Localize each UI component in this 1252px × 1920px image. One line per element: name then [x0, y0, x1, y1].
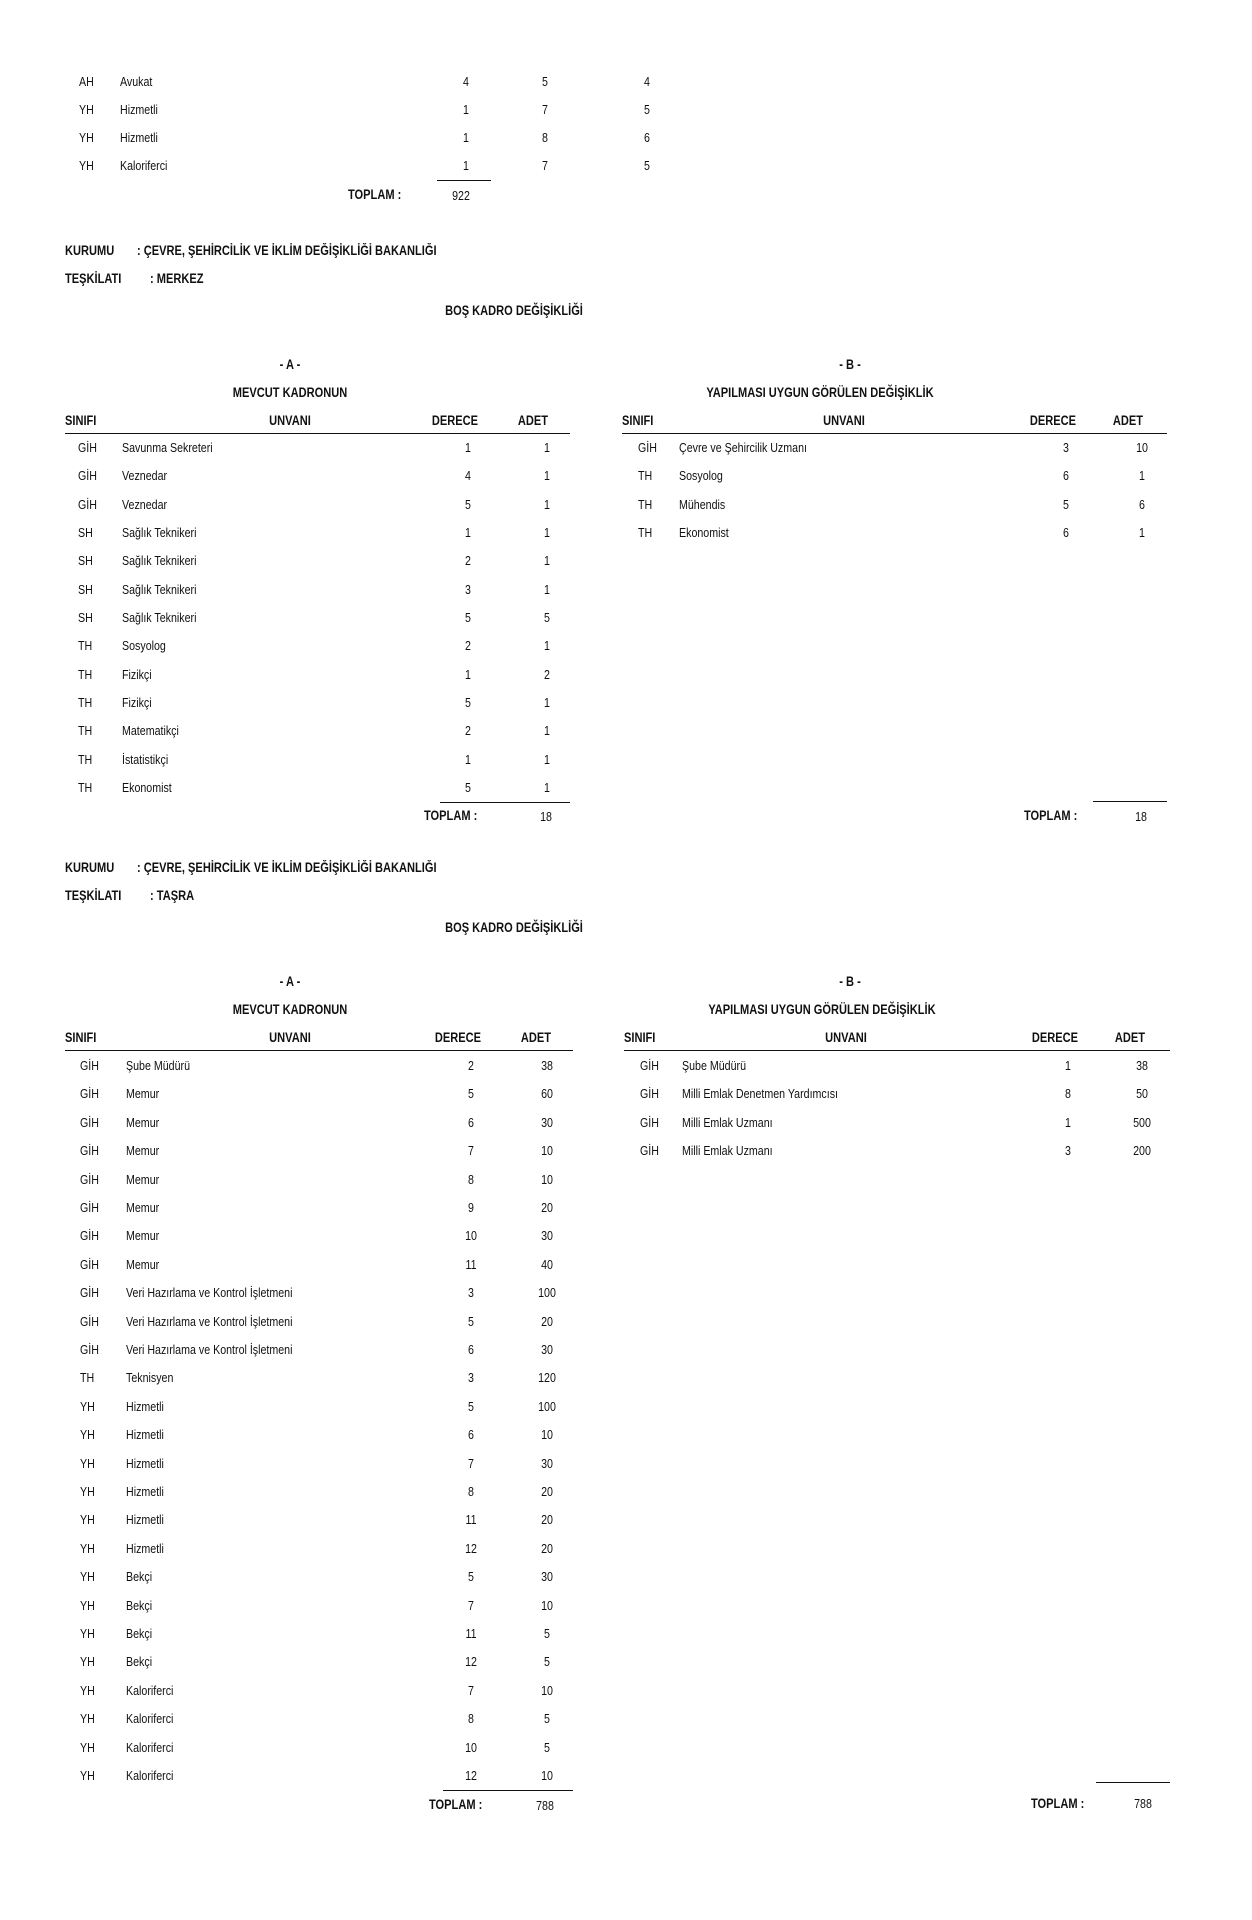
row-adet: 1	[544, 440, 550, 455]
row-class: YH	[79, 102, 94, 117]
row-derece: 5	[465, 497, 471, 512]
row-class: GİH	[640, 1143, 659, 1158]
row-value: 7	[542, 102, 548, 117]
row-class: YH	[80, 1541, 95, 1556]
total-label: TOPLAM :	[348, 187, 402, 202]
row-class: GİH	[80, 1342, 99, 1357]
row-class: GİH	[80, 1228, 99, 1243]
row-title: Çevre ve Şehircilik Uzmanı	[679, 440, 807, 455]
row-class: GİH	[638, 440, 657, 455]
row-class: YH	[80, 1626, 95, 1641]
row-adet: 38	[1136, 1058, 1148, 1073]
row-class: GİH	[640, 1086, 659, 1101]
row-derece: 1	[1065, 1058, 1071, 1073]
row-adet: 38	[541, 1058, 553, 1073]
row-title: Veznedar	[122, 468, 168, 483]
row-derece: 3	[1063, 440, 1069, 455]
row-adet: 6	[1139, 497, 1145, 512]
row-class: SH	[78, 553, 93, 568]
col-sinifi: SINIFI	[622, 413, 654, 428]
row-title: Mühendis	[679, 497, 726, 512]
row-title: Sosyolog	[679, 468, 723, 483]
row-title: Kaloriferci	[126, 1683, 174, 1698]
row-derece: 8	[1065, 1086, 1071, 1101]
row-class: YH	[80, 1427, 95, 1442]
row-value: 4	[644, 74, 650, 89]
row-class: TH	[638, 525, 653, 540]
row-class: GİH	[80, 1115, 99, 1130]
row-title: Veri Hazırlama ve Kontrol İşletmeni	[126, 1285, 293, 1300]
row-derece: 12	[465, 1541, 477, 1556]
row-title: Memur	[126, 1086, 160, 1101]
row-title: Memur	[126, 1172, 160, 1187]
row-class: GİH	[78, 468, 97, 483]
row-derece: 5	[465, 610, 471, 625]
total-label: TOPLAM :	[1024, 808, 1078, 823]
row-derece: 11	[465, 1626, 477, 1641]
row-adet: 1	[1139, 525, 1145, 540]
total-rule	[443, 1790, 573, 1791]
total-value: 922	[452, 188, 470, 203]
row-class: YH	[80, 1654, 95, 1669]
row-derece: 9	[468, 1200, 474, 1215]
row-title: Kaloriferci	[126, 1768, 174, 1783]
col-unvani: UNVANI	[269, 1030, 311, 1045]
a-title: MEVCUT KADRONUN	[232, 1002, 348, 1017]
row-adet: 5	[544, 1711, 550, 1726]
row-value: 4	[463, 74, 469, 89]
total-rule	[1096, 1782, 1170, 1783]
row-class: YH	[80, 1456, 95, 1471]
row-value: 1	[463, 130, 469, 145]
total-label: TOPLAM :	[1031, 1796, 1085, 1811]
col-adet: ADET	[1112, 413, 1144, 428]
col-derece: DERECE	[434, 1030, 482, 1045]
row-class: TH	[78, 723, 93, 738]
col-unvani: UNVANI	[825, 1030, 867, 1045]
row-title: Milli Emlak Denetmen Yardımcısı	[682, 1086, 839, 1101]
row-title: Memur	[126, 1257, 160, 1272]
row-class: GİH	[640, 1115, 659, 1130]
row-adet: 20	[541, 1484, 553, 1499]
row-adet: 2	[544, 667, 550, 682]
header-rule	[622, 433, 1167, 434]
row-derece: 5	[468, 1569, 474, 1584]
row-title: İstatistikçi	[122, 752, 169, 767]
row-adet: 10	[541, 1768, 553, 1783]
row-derece: 3	[468, 1285, 474, 1300]
row-title: Hizmetli	[126, 1456, 164, 1471]
row-derece: 6	[1063, 468, 1069, 483]
total-rule	[1093, 801, 1167, 802]
row-adet: 1	[544, 723, 550, 738]
row-title: Milli Emlak Uzmanı	[682, 1143, 773, 1158]
row-derece: 5	[468, 1086, 474, 1101]
row-title: Hizmetli	[126, 1512, 164, 1527]
row-title: Kaloriferci	[126, 1711, 174, 1726]
row-derece: 6	[468, 1342, 474, 1357]
row-adet: 5	[544, 1626, 550, 1641]
col-derece: DERECE	[431, 413, 479, 428]
row-derece: 5	[468, 1314, 474, 1329]
header-rule	[65, 433, 570, 434]
b-title: YAPILMASI UYGUN GÖRÜLEN DEĞİŞİKLİK	[706, 385, 934, 400]
row-derece: 3	[468, 1370, 474, 1385]
row-derece: 2	[465, 723, 471, 738]
row-title: Fizikçi	[122, 695, 152, 710]
total-value: 18	[540, 809, 552, 824]
row-class: AH	[79, 74, 94, 89]
row-derece: 1	[465, 440, 471, 455]
row-class: YH	[80, 1768, 95, 1783]
row-class: YH	[79, 158, 94, 173]
row-derece: 6	[468, 1115, 474, 1130]
row-adet: 1	[544, 582, 550, 597]
row-class: GİH	[80, 1172, 99, 1187]
row-class: YH	[80, 1512, 95, 1527]
row-derece: 7	[468, 1598, 474, 1613]
row-adet: 30	[541, 1228, 553, 1243]
row-derece: 1	[465, 667, 471, 682]
row-class: GİH	[80, 1257, 99, 1272]
row-class: GİH	[78, 497, 97, 512]
row-title: Bekçi	[126, 1569, 153, 1584]
row-adet: 1	[1139, 468, 1145, 483]
total-label: TOPLAM :	[424, 808, 478, 823]
row-title: Hizmetli	[126, 1541, 164, 1556]
row-class: YH	[80, 1399, 95, 1414]
row-title: Milli Emlak Uzmanı	[682, 1115, 773, 1130]
b-marker: - B -	[839, 357, 861, 372]
row-class: TH	[80, 1370, 95, 1385]
row-derece: 4	[465, 468, 471, 483]
row-class: SH	[78, 610, 93, 625]
row-title: Veri Hazırlama ve Kontrol İşletmeni	[126, 1342, 293, 1357]
row-adet: 1	[544, 468, 550, 483]
row-adet: 60	[541, 1086, 553, 1101]
row-derece: 6	[1063, 525, 1069, 540]
row-title: Sosyolog	[122, 638, 166, 653]
row-adet: 1	[544, 525, 550, 540]
total-value: 788	[536, 1798, 554, 1813]
row-derece: 11	[465, 1257, 477, 1272]
row-class: YH	[80, 1683, 95, 1698]
row-derece: 6	[468, 1427, 474, 1442]
kurumu-label: KURUMU	[65, 860, 115, 875]
row-derece: 12	[465, 1654, 477, 1669]
row-title: Kaloriferci	[126, 1740, 174, 1755]
row-derece: 10	[465, 1740, 477, 1755]
col-adet: ADET	[520, 1030, 552, 1045]
row-derece: 8	[468, 1172, 474, 1187]
col-derece: DERECE	[1031, 1030, 1079, 1045]
row-derece: 5	[465, 695, 471, 710]
row-class: TH	[78, 695, 93, 710]
row-class: TH	[638, 497, 653, 512]
row-value: 5	[542, 74, 548, 89]
row-derece: 3	[465, 582, 471, 597]
header-rule	[624, 1050, 1170, 1051]
row-title: Hizmetli	[120, 102, 158, 117]
b-title: YAPILMASI UYGUN GÖRÜLEN DEĞİŞİKLİK	[708, 1002, 936, 1017]
row-title: Fizikçi	[122, 667, 152, 682]
row-adet: 120	[538, 1370, 556, 1385]
row-title: Hizmetli	[126, 1484, 164, 1499]
row-title: Veri Hazırlama ve Kontrol İşletmeni	[126, 1314, 293, 1329]
row-adet: 10	[541, 1683, 553, 1698]
row-class: YH	[80, 1711, 95, 1726]
row-class: TH	[78, 780, 93, 795]
col-unvani: UNVANI	[269, 413, 311, 428]
row-title: Sağlık Teknikeri	[122, 582, 197, 597]
row-value: 8	[542, 130, 548, 145]
row-value: 1	[463, 158, 469, 173]
row-derece: 5	[468, 1399, 474, 1414]
kurumu-value: : ÇEVRE, ŞEHİRCİLİK VE İKLİM DEĞİŞİKLİĞİ BAKANLIĞI	[137, 243, 437, 258]
row-class: TH	[638, 468, 653, 483]
row-adet: 10	[541, 1143, 553, 1158]
row-title: Sağlık Teknikeri	[122, 610, 197, 625]
row-title: Şube Müdürü	[126, 1058, 191, 1073]
col-sinifi: SINIFI	[65, 413, 97, 428]
row-adet: 10	[541, 1172, 553, 1187]
row-class: TH	[78, 667, 93, 682]
row-adet: 30	[541, 1569, 553, 1584]
row-derece: 11	[465, 1512, 477, 1527]
row-adet: 50	[1136, 1086, 1148, 1101]
row-adet: 1	[544, 497, 550, 512]
row-derece: 7	[468, 1143, 474, 1158]
row-derece: 12	[465, 1768, 477, 1783]
row-title: Bekçi	[126, 1598, 153, 1613]
row-title: Şube Müdürü	[682, 1058, 747, 1073]
row-derece: 8	[468, 1711, 474, 1726]
row-class: TH	[78, 638, 93, 653]
row-adet: 200	[1133, 1143, 1151, 1158]
row-title: Hizmetli	[120, 130, 158, 145]
row-adet: 5	[544, 1654, 550, 1669]
row-adet: 1	[544, 553, 550, 568]
row-adet: 40	[541, 1257, 553, 1272]
row-value: 5	[644, 158, 650, 173]
row-title: Avukat	[120, 74, 153, 89]
row-title: Ekonomist	[679, 525, 729, 540]
row-value: 5	[644, 102, 650, 117]
section-title: BOŞ KADRO DEĞİŞİKLİĞİ	[445, 920, 583, 935]
row-adet: 1	[544, 695, 550, 710]
row-class: GİH	[640, 1058, 659, 1073]
row-title: Veznedar	[122, 497, 168, 512]
row-adet: 20	[541, 1541, 553, 1556]
row-title: Memur	[126, 1228, 160, 1243]
row-title: Hizmetli	[126, 1427, 164, 1442]
row-adet: 10	[541, 1598, 553, 1613]
row-adet: 20	[541, 1512, 553, 1527]
row-adet: 10	[1136, 440, 1148, 455]
row-value: 6	[644, 130, 650, 145]
row-adet: 5	[544, 610, 550, 625]
row-derece: 2	[468, 1058, 474, 1073]
row-derece: 1	[465, 525, 471, 540]
total-rule	[440, 802, 570, 803]
row-derece: 5	[1063, 497, 1069, 512]
row-title: Memur	[126, 1200, 160, 1215]
row-title: Matematikçi	[122, 723, 179, 738]
row-class: YH	[79, 130, 94, 145]
row-derece: 3	[1065, 1143, 1071, 1158]
row-adet: 30	[541, 1456, 553, 1471]
row-class: YH	[80, 1484, 95, 1499]
row-value: 7	[542, 158, 548, 173]
row-derece: 1	[1065, 1115, 1071, 1130]
col-sinifi: SINIFI	[65, 1030, 97, 1045]
col-sinifi: SINIFI	[624, 1030, 656, 1045]
row-title: Teknisyen	[126, 1370, 174, 1385]
row-adet: 1	[544, 752, 550, 767]
row-title: Memur	[126, 1115, 160, 1130]
row-title: Savunma Sekreteri	[122, 440, 213, 455]
total-rule	[437, 180, 491, 181]
section-title: BOŞ KADRO DEĞİŞİKLİĞİ	[445, 303, 583, 318]
row-title: Hizmetli	[126, 1399, 164, 1414]
row-class: GİH	[80, 1314, 99, 1329]
total-label: TOPLAM :	[429, 1797, 483, 1812]
teskilat-label: TEŞKİLATI	[65, 888, 122, 903]
col-adet: ADET	[517, 413, 549, 428]
row-adet: 10	[541, 1427, 553, 1442]
row-derece: 7	[468, 1683, 474, 1698]
row-adet: 30	[541, 1115, 553, 1130]
row-value: 1	[463, 102, 469, 117]
a-marker: - A -	[279, 357, 301, 372]
row-class: GİH	[80, 1058, 99, 1073]
row-derece: 5	[465, 780, 471, 795]
row-title: Sağlık Teknikeri	[122, 525, 197, 540]
row-adet: 100	[538, 1285, 556, 1300]
row-title: Sağlık Teknikeri	[122, 553, 197, 568]
row-adet: 100	[538, 1399, 556, 1414]
row-adet: 500	[1133, 1115, 1151, 1130]
row-class: GİH	[80, 1086, 99, 1101]
row-class: TH	[78, 752, 93, 767]
row-title: Kaloriferci	[120, 158, 168, 173]
row-derece: 2	[465, 638, 471, 653]
row-title: Bekçi	[126, 1654, 153, 1669]
row-title: Ekonomist	[122, 780, 172, 795]
kurumu-label: KURUMU	[65, 243, 115, 258]
total-value: 788	[1134, 1796, 1152, 1811]
row-adet: 1	[544, 780, 550, 795]
row-derece: 2	[465, 553, 471, 568]
row-adet: 5	[544, 1740, 550, 1755]
row-derece: 7	[468, 1456, 474, 1471]
row-adet: 30	[541, 1342, 553, 1357]
row-adet: 1	[544, 638, 550, 653]
col-derece: DERECE	[1029, 413, 1077, 428]
col-adet: ADET	[1114, 1030, 1146, 1045]
a-title: MEVCUT KADRONUN	[232, 385, 348, 400]
row-derece: 8	[468, 1484, 474, 1499]
row-class: SH	[78, 525, 93, 540]
b-marker: - B -	[839, 974, 861, 989]
row-adet: 20	[541, 1314, 553, 1329]
header-rule	[65, 1050, 573, 1051]
teskilat-value: : TAŞRA	[150, 888, 195, 903]
row-class: YH	[80, 1569, 95, 1584]
row-class: SH	[78, 582, 93, 597]
col-unvani: UNVANI	[823, 413, 865, 428]
row-class: YH	[80, 1740, 95, 1755]
row-derece: 1	[465, 752, 471, 767]
row-derece: 10	[465, 1228, 477, 1243]
row-class: GİH	[80, 1143, 99, 1158]
a-marker: - A -	[279, 974, 301, 989]
row-class: GİH	[80, 1285, 99, 1300]
row-adet: 20	[541, 1200, 553, 1215]
row-class: GİH	[80, 1200, 99, 1215]
total-value: 18	[1135, 809, 1147, 824]
row-title: Bekçi	[126, 1626, 153, 1641]
row-title: Memur	[126, 1143, 160, 1158]
teskilat-label: TEŞKİLATI	[65, 271, 122, 286]
row-class: YH	[80, 1598, 95, 1613]
teskilat-value: : MERKEZ	[150, 271, 204, 286]
kurumu-value: : ÇEVRE, ŞEHİRCİLİK VE İKLİM DEĞİŞİKLİĞİ BAKANLIĞI	[137, 860, 437, 875]
row-class: GİH	[78, 440, 97, 455]
